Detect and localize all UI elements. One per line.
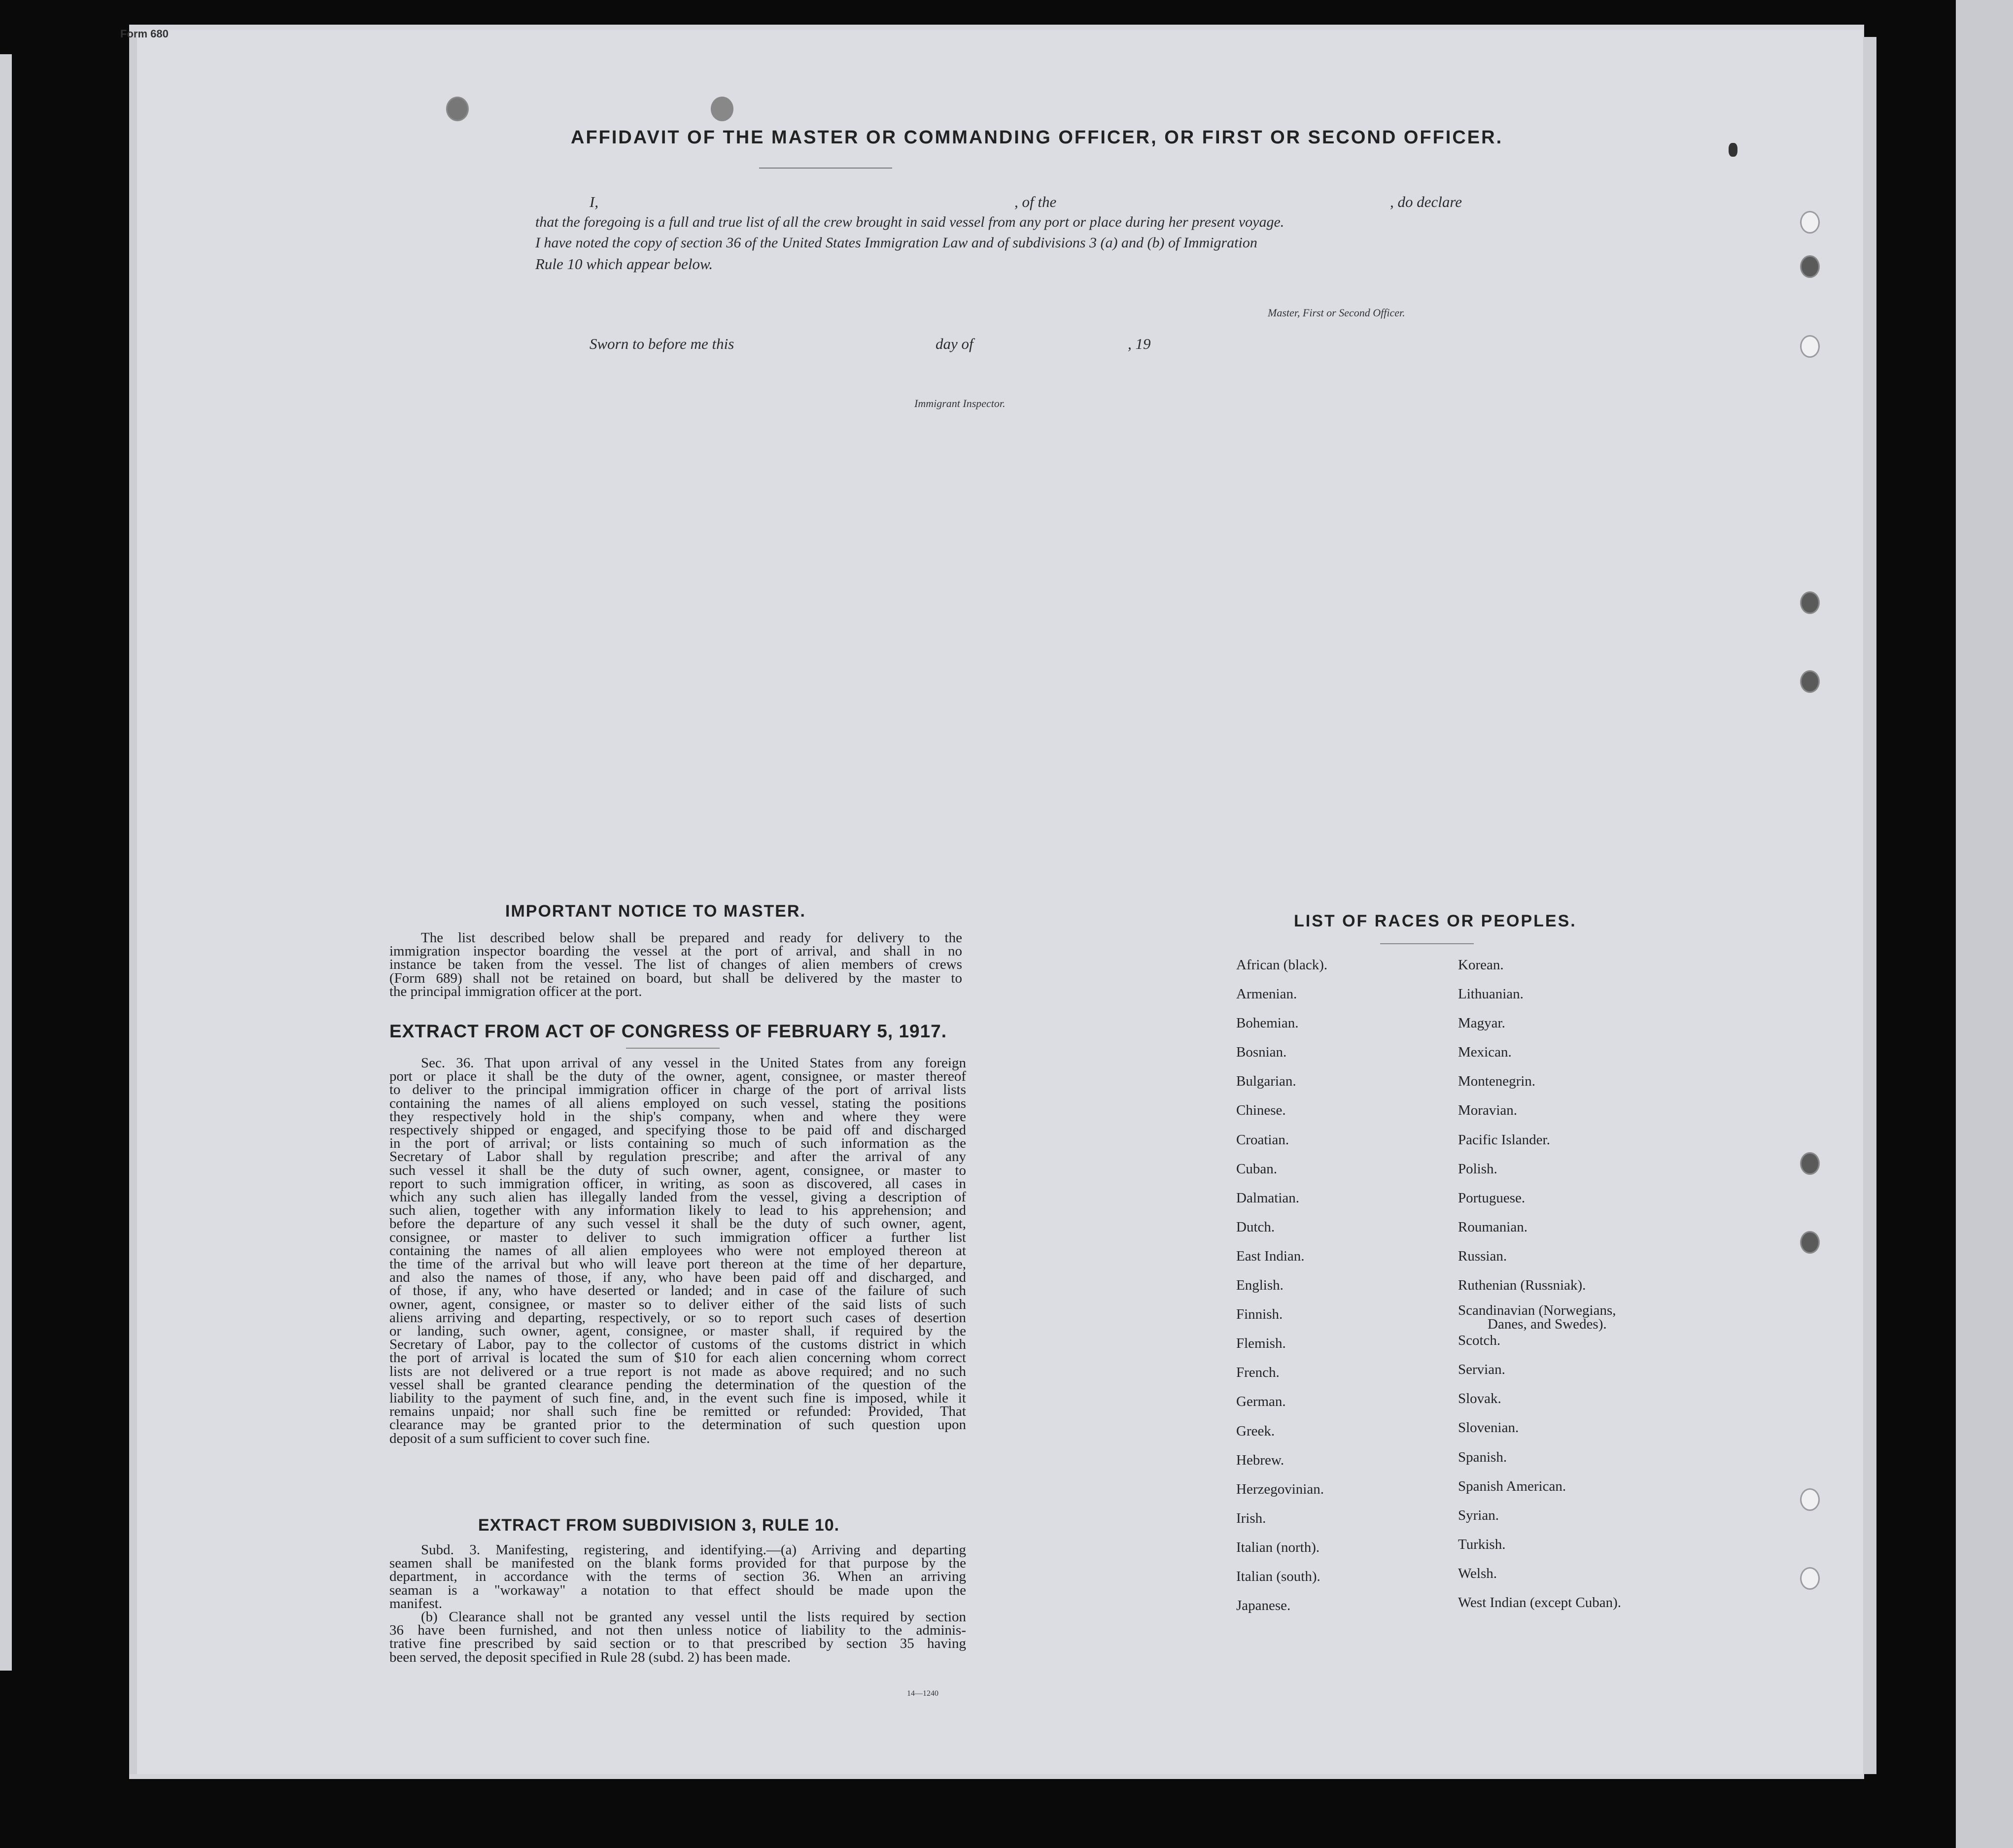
notice-line: immigration inspector boarding the vessel at the port of arrival, and shall in no <box>389 943 962 959</box>
notice-text <box>389 931 962 998</box>
race-item: German. <box>1236 1394 1286 1410</box>
race-item: Roumanian. <box>1458 1219 1527 1235</box>
race-item: Dalmatian. <box>1236 1190 1300 1206</box>
race-item: Slovak. <box>1458 1391 1501 1407</box>
binding-hole-icon <box>711 97 733 121</box>
affidavit-line2: that the foregoing is a full and true list of all the crew brought in said vessel from any port or place during her present voyage. <box>535 214 1284 230</box>
paragraph-line: such vessel it shall be the duty of such owner, agent, consignee, or master to <box>389 1162 966 1178</box>
races-divider <box>1380 943 1474 944</box>
affidavit-line1-end: , do declare <box>1390 193 1462 210</box>
race-item: Turkish. <box>1458 1536 1506 1552</box>
paragraph-line: containing the names of all aliens employed on such vessel, stating the positions <box>389 1095 966 1111</box>
inspector-label: Immigrant Inspector. <box>914 397 1006 410</box>
race-item: Slovenian. <box>1458 1420 1519 1436</box>
race-item: Irish. <box>1236 1510 1266 1526</box>
race-item-text: Scandinavian (Norwegians, <box>1458 1302 1616 1319</box>
paragraph-line: 36 have been furnished, and not then unless notice of liability to the adminis- <box>389 1622 966 1639</box>
left-page-edge <box>0 54 12 1671</box>
race-item: Japanese. <box>1236 1598 1291 1614</box>
race-item <box>1458 1302 1675 1333</box>
paragraph-line: port or place it shall be the duty of the owner, agent, consignee, or master thereof <box>389 1068 966 1085</box>
punch-hole-icon <box>1800 335 1820 358</box>
race-item: Greek. <box>1236 1423 1275 1439</box>
race-item: Ruthenian (Russniak). <box>1458 1277 1586 1294</box>
paragraph-line: lists are not delivered or a true report is not made as above required; and no such <box>389 1363 966 1379</box>
punch-hole-icon <box>1800 211 1820 234</box>
race-item: Russian. <box>1458 1248 1507 1264</box>
race-item: Chinese. <box>1236 1102 1286 1119</box>
race-item: Servian. <box>1458 1362 1505 1378</box>
paragraph-line: and also the names of those, if any, who have been paid off and discharged, and <box>389 1269 966 1286</box>
notice-line: (Form 689) shall not be retained on board, but shall be delivered by the master to <box>389 970 962 986</box>
paragraph-line: Sec. 36. That upon arrival of any vessel in the United States from any foreign <box>421 1055 966 1071</box>
race-item: East Indian. <box>1236 1248 1305 1264</box>
paragraph-line: in the port of arrival; or lists containing so much of such information as the <box>389 1135 966 1152</box>
race-item: Magyar. <box>1458 1015 1505 1031</box>
paragraph-line: such alien, together with any information likely to lead to his apprehension; and <box>389 1202 966 1219</box>
race-item: Polish. <box>1458 1161 1497 1177</box>
race-item: Herzegovinian. <box>1236 1481 1324 1497</box>
paragraph-line: owner, agent, consignee, or master so to deliver either of the said lists of such <box>389 1296 966 1312</box>
race-item: Moravian. <box>1458 1102 1517 1119</box>
paragraph-line: remains unpaid; nor shall such fine be remitted or refunded: Provided, That <box>389 1403 966 1420</box>
form-number: Form 680 <box>120 28 169 40</box>
paragraph-line: containing the names of all alien employees who were not employed thereon at <box>389 1242 966 1259</box>
paragraph-line: seamen shall be manifested on the blank forms provided for that purpose by the <box>389 1555 966 1572</box>
notice-line: The list described below shall be prepared and ready for delivery to the <box>421 930 962 946</box>
right-page-edge <box>1956 0 2013 1848</box>
races-left-column <box>1236 957 1453 1627</box>
notice-line: instance be taken from the vessel. The list of changes of alien members of crews <box>389 957 962 973</box>
race-item: Scotch. <box>1458 1333 1501 1349</box>
notice-line: the principal immigration officer at the port. <box>389 983 642 999</box>
paragraph-line: liability to the payment of such fine, and, in the event such fine is imposed, while it <box>389 1390 966 1406</box>
binding-hole-icon <box>446 97 469 121</box>
act-text <box>389 1057 966 1445</box>
paragraph-line: clearance may be granted prior to the determination of such question upon <box>389 1417 966 1433</box>
race-item-continuation: Danes, and Swedes). <box>1488 1316 1607 1333</box>
paragraph-line: vessel shall be granted clearance pending the determination of the question of the <box>389 1376 966 1393</box>
paragraph-line: the time of the arrival but who will leave port thereon at the time of her departure, <box>389 1256 966 1272</box>
race-item: Syrian. <box>1458 1507 1499 1523</box>
sworn-year: , 19 <box>1128 335 1151 352</box>
race-item: Bohemian. <box>1236 1015 1299 1031</box>
race-item: French. <box>1236 1365 1280 1381</box>
paragraph-line: they respectively hold in the ship's company, when and where they were <box>389 1108 966 1125</box>
paragraph-line: department, in accordance with the terms of section 36. When an arriving <box>389 1569 966 1585</box>
paragraph-line: the port of arrival is located the sum of $10 for each alien concerning whom correct <box>389 1350 966 1366</box>
page-code: 14—1240 <box>907 1689 938 1698</box>
paragraph-line: deposit of a sum sufficient to cover such fine. <box>389 1430 650 1446</box>
race-item: Italian (south). <box>1236 1568 1320 1584</box>
race-item: Mexican. <box>1458 1044 1512 1061</box>
sworn-text: Sworn to before me this <box>590 335 734 352</box>
race-item: Cuban. <box>1236 1161 1277 1177</box>
races-right-column <box>1458 957 1675 1624</box>
paragraph-line: seaman is a "workaway" a notation to that effect should be made upon the <box>389 1582 966 1598</box>
race-item: Korean. <box>1458 957 1504 973</box>
notice-title: IMPORTANT NOTICE TO MASTER. <box>505 902 806 921</box>
paragraph-line: respectively shipped or engaged, and specifying those to be paid off and discharged <box>389 1122 966 1138</box>
paragraph-line: of those, if any, who have deserted or landed; and in case of the failure of such <box>389 1283 966 1299</box>
punch-hole-icon <box>1800 1152 1820 1175</box>
paragraph-line: aliens arriving and departing, respectively, or so to report such cases of desertion <box>389 1309 966 1326</box>
race-item: Spanish. <box>1458 1449 1507 1465</box>
rule-text <box>389 1543 966 1664</box>
race-item: Montenegrin. <box>1458 1073 1536 1090</box>
paragraph-line: report to such immigration officer, in writing, as soon as discovered, all cases in <box>389 1175 966 1192</box>
affidavit-title: AFFIDAVIT OF THE MASTER OR COMMANDING OFFICER, OR FIRST OR SECOND OFFICER. <box>571 127 1503 148</box>
paragraph-line: Subd. 3. Manifesting, registering, and identifying.—(a) Arriving and departing <box>421 1542 966 1558</box>
race-item: Lithuanian. <box>1458 986 1524 1002</box>
ink-mark-icon <box>1729 143 1737 157</box>
paragraph-line: consignee, or master to deliver to such immigration officer a further list <box>389 1229 966 1245</box>
races-title: LIST OF RACES OR PEOPLES. <box>1294 912 1577 930</box>
punch-hole-icon <box>1800 1567 1820 1590</box>
race-item: Bosnian. <box>1236 1044 1287 1061</box>
paragraph-line: trative fine prescribed by said section or to that prescribed by section 35 having <box>389 1636 966 1652</box>
race-item: Dutch. <box>1236 1219 1275 1235</box>
paragraph-line: manifest. <box>389 1595 443 1611</box>
race-item: English. <box>1236 1277 1284 1294</box>
punch-hole-icon <box>1800 670 1820 693</box>
act-divider <box>626 1048 720 1049</box>
paragraph-line: which any such alien has illegally landed from the vessel, giving a description of <box>389 1189 966 1205</box>
master-signature-label: Master, First or Second Officer. <box>1268 307 1405 319</box>
sworn-day: day of <box>936 335 973 352</box>
race-item: Italian (north). <box>1236 1539 1320 1555</box>
affidavit-line1-start: I, <box>590 193 599 210</box>
race-item: Armenian. <box>1236 986 1297 1002</box>
punch-hole-icon <box>1800 591 1820 614</box>
paragraph-line: to deliver to the principal immigration officer in charge of the port of arrival lists <box>389 1082 966 1098</box>
punch-hole-icon <box>1800 1231 1820 1254</box>
punch-hole-icon <box>1800 255 1820 278</box>
title-divider <box>759 168 892 169</box>
race-item: Finnish. <box>1236 1306 1283 1323</box>
paragraph-line: been served, the deposit specified in Rule 28 (subd. 2) has been made. <box>389 1649 791 1665</box>
race-item: African (black). <box>1236 957 1328 973</box>
race-item: Pacific Islander. <box>1458 1131 1550 1148</box>
punch-hole-icon <box>1800 1488 1820 1511</box>
paragraph-line: before the departure of any such vessel it shall be the duty of such owner, agent, <box>389 1216 966 1232</box>
paragraph-line: Secretary of Labor shall by regulation prescribe; and after the arrival of any <box>389 1149 966 1165</box>
affidavit-line1-mid: , of the <box>1014 193 1057 210</box>
rule-title: EXTRACT FROM SUBDIVISION 3, RULE 10. <box>478 1516 840 1535</box>
race-item: Spanish American. <box>1458 1478 1566 1494</box>
race-item: Croatian. <box>1236 1131 1289 1148</box>
paragraph-line: Secretary of Labor, pay to the collector of customs of the customs district in which <box>389 1336 966 1353</box>
race-item: West Indian (except Cuban). <box>1458 1594 1622 1610</box>
affidavit-line4: Rule 10 which appear below. <box>535 255 713 273</box>
act-title: EXTRACT FROM ACT OF CONGRESS OF FEBRUARY 5, 1917. <box>389 1021 947 1041</box>
affidavit-line3: I have noted the copy of section 36 of the United States Immigration Law and of subdivisions 3 (a) and (b) of Immigration <box>535 235 1257 251</box>
race-item: Bulgarian. <box>1236 1073 1296 1090</box>
race-item: Welsh. <box>1458 1565 1497 1581</box>
race-item: Hebrew. <box>1236 1452 1284 1468</box>
paragraph-line: (b) Clearance shall not be granted any vessel until the lists required by section <box>421 1609 966 1625</box>
race-item: Flemish. <box>1236 1335 1286 1352</box>
paragraph-line: or landing, such owner, agent, consignee, or master shall, if required by the <box>389 1323 966 1339</box>
race-item: Portuguese. <box>1458 1190 1526 1206</box>
